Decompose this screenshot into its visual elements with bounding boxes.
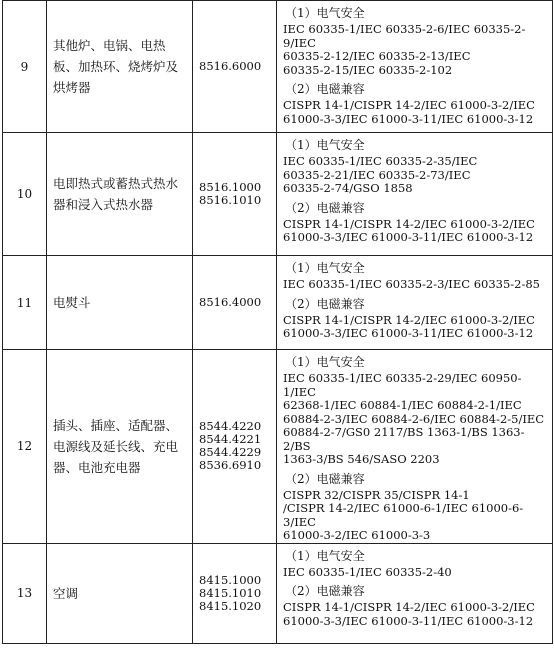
section-body: IEC 60335-1/IEC 60335-2-6/IEC 60335-2-9/IEC 60335-2-12/IEC 60335-2-13/IEC 60335-2-15/IEC 60335-2-102	[283, 22, 526, 77]
hs-codes: 8516.6000	[193, 1, 277, 133]
table-row	[3, 350, 553, 544]
section-body: CISPR 14-1/CISPR 14-2/IEC 61000-3-2/IEC 61000-3-3/IEC 61000-3-11/IEC 61000-3-12	[283, 600, 535, 628]
standards-cell	[277, 543, 553, 643]
row-number: 12	[3, 350, 47, 544]
table-row	[3, 543, 553, 643]
section-title: （1）电气安全	[285, 6, 365, 20]
hs-codes: 8516.4000	[193, 256, 277, 350]
section-title: （1）电气安全	[285, 355, 365, 369]
row-number: 9	[3, 1, 47, 133]
hs-codes: 8415.1000 8415.1010 8415.1020	[193, 543, 277, 643]
product-name: 电即热式或蓄热式热水器和浸入式热水器	[47, 133, 193, 256]
standards-cell	[277, 1, 553, 133]
section-body: CISPR 32/CISPR 35/CISPR 14-1 /CISPR 14-2/IEC 61000-6-1/IEC 61000-6-3/IEC 61000-3-2/IEC 61000-3-3	[283, 487, 524, 542]
standards-cell	[277, 350, 553, 544]
section-title: （2）电磁兼容	[285, 584, 365, 598]
hs-codes: 8544.4220 8544.4221 8544.4229 8536.6910	[193, 350, 277, 544]
section-body: IEC 60335-1/IEC 60335-2-40	[283, 564, 452, 579]
section-title: （1）电气安全	[285, 261, 365, 275]
section-body: CISPR 14-1/CISPR 14-2/IEC 61000-3-2/IEC 61000-3-3/IEC 61000-3-11/IEC 61000-3-12	[283, 98, 535, 126]
table-row	[3, 256, 553, 350]
standards-cell	[277, 133, 553, 256]
product-name: 电熨斗	[47, 256, 193, 350]
section-title: （1）电气安全	[285, 138, 365, 152]
section-title: （2）电磁兼容	[285, 471, 365, 486]
section-title: （2）电磁兼容	[285, 82, 365, 96]
table-row	[3, 1, 553, 133]
section-body: IEC 60335-1/IEC 60335-2-35/IEC 60335-2-21/IEC 60335-2-73/IEC 60335-2-74/GSO 1858	[283, 154, 478, 195]
hs-codes: 8516.1000 8516.1010	[193, 133, 277, 256]
row-number: 13	[3, 543, 47, 643]
product-name: 空调	[47, 543, 193, 643]
section-title: （2）电磁兼容	[285, 296, 365, 311]
row-number: 11	[3, 256, 47, 350]
section-title: （1）电气安全	[285, 548, 365, 563]
section-body: CISPR 14-1/CISPR 14-2/IEC 61000-3-2/IEC 61000-3-3/IEC 61000-3-11/IEC 61000-3-12	[283, 216, 535, 244]
standards-table	[2, 0, 553, 644]
table-row	[3, 133, 553, 256]
standards-cell	[277, 256, 553, 350]
section-title: （2）电磁兼容	[285, 200, 365, 215]
section-body: CISPR 14-1/CISPR 14-2/IEC 61000-3-2/IEC 61000-3-3/IEC 61000-3-11/IEC 61000-3-12	[283, 312, 535, 340]
table-body	[3, 1, 553, 644]
row-number: 10	[3, 133, 47, 256]
section-body: IEC 60335-1/IEC 60335-2-29/IEC 60950-1/IEC 62368-1/IEC 60884-1/IEC 60884-2-1/IEC 60884-2-3/IEC 60884-2-6/IEC 60884-2-5/IEC 60884-2-7/GS0 2117/BS 1363-1/BS 1363-2/BS 1363-3/BS 546/SASO 2203	[283, 371, 545, 466]
product-name: 插头、插座、适配器、电源线及延长线、充电器、电池充电器	[47, 350, 193, 544]
section-body: IEC 60335-1/IEC 60335-2-3/IEC 60335-2-85	[283, 277, 541, 291]
product-name: 其他炉、电锅、电热板、加热环、烧烤炉及烘烤器	[47, 1, 193, 133]
